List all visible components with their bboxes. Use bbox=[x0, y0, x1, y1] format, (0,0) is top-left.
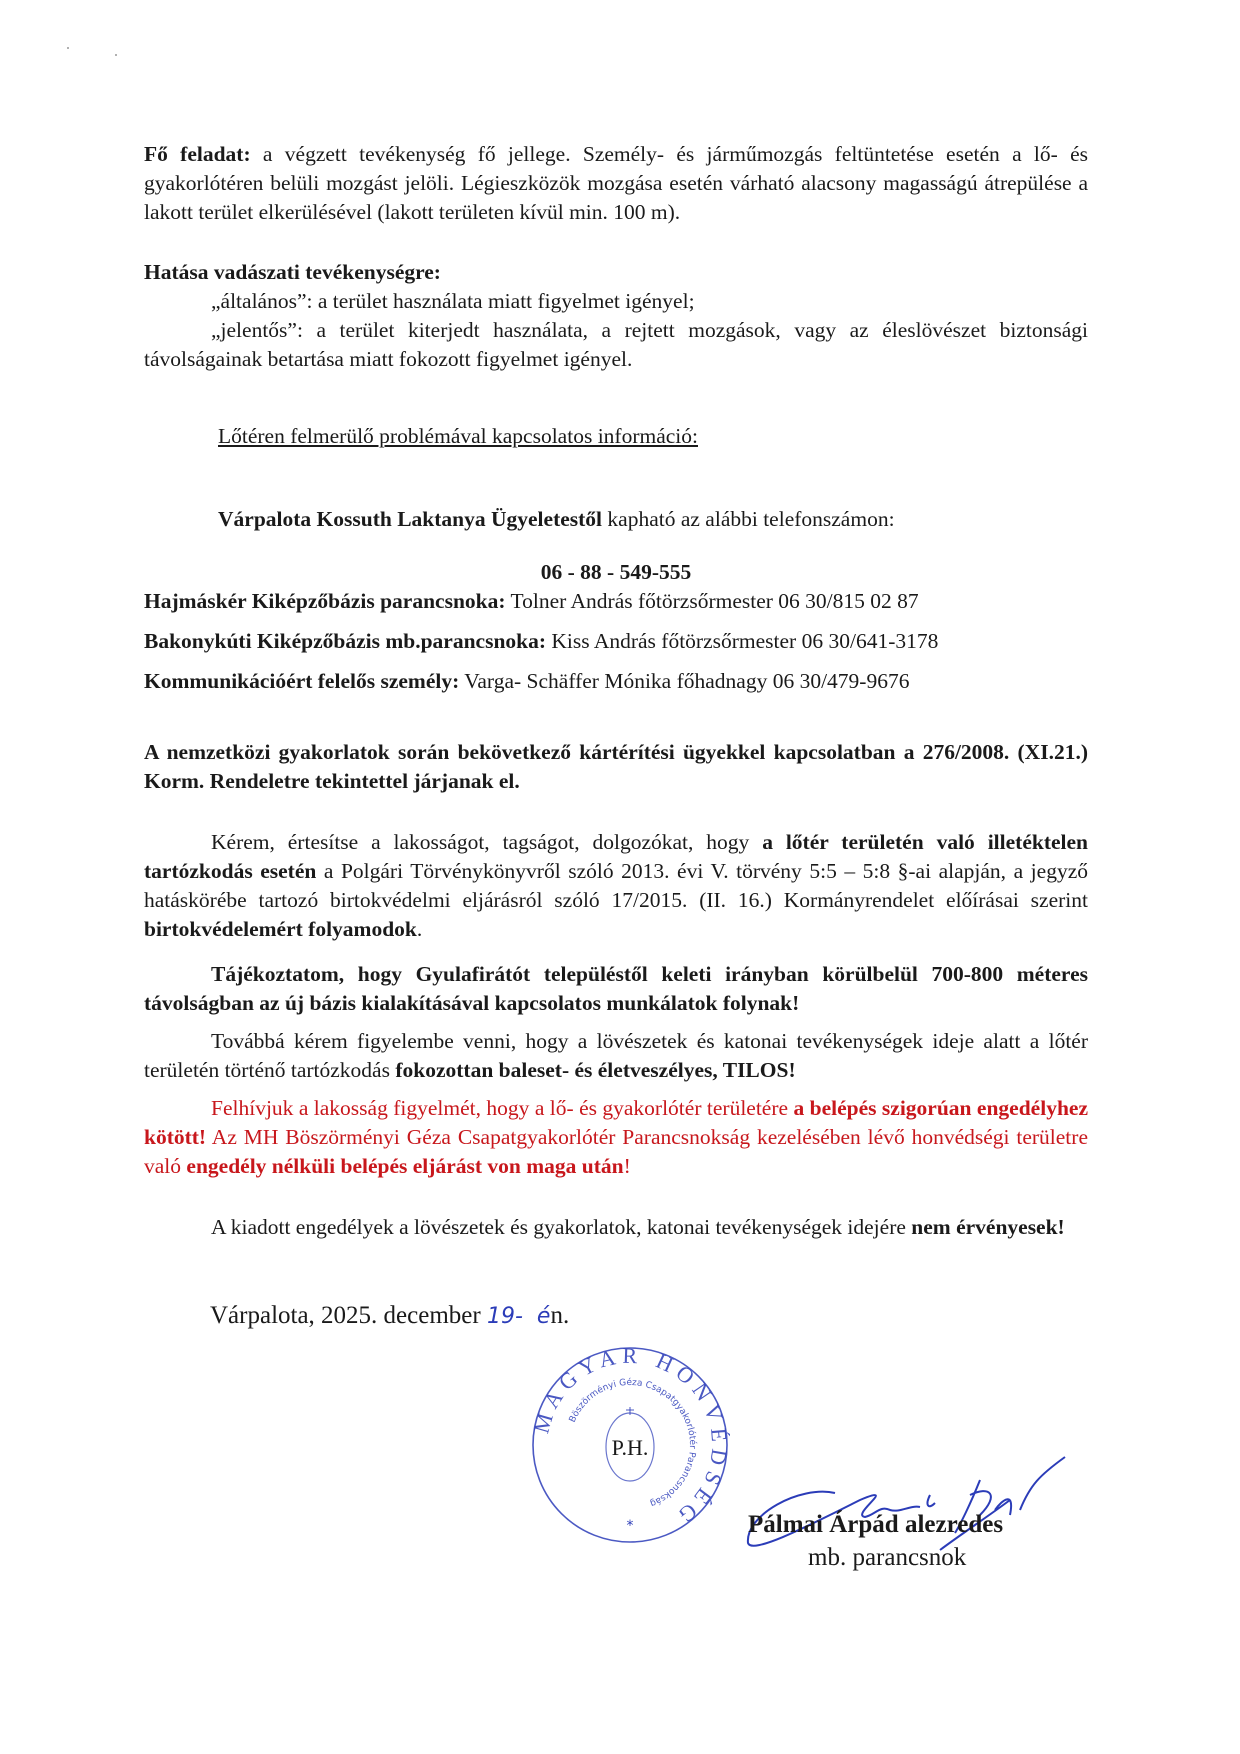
duty-phone: 06 - 88 - 549-555 bbox=[540, 560, 692, 584]
signature-block bbox=[740, 1455, 1100, 1555]
scan-speck bbox=[115, 54, 117, 56]
new-base-notice: Tájékoztatom, hogy Gyulafirátót településtől keleti irányban körülbelül 700-800 méteres távolságban az új bázis kialakításával kapcsolatos munkálatok folynak! bbox=[144, 962, 1088, 1015]
duty-officer-line: Várpalota Kossuth Laktanya Ügyeletestől kapható az alábbi telefonszámon: bbox=[218, 507, 895, 531]
signatory-title: mb. parancsnok bbox=[808, 1544, 967, 1571]
info-heading: Lőtéren felmerülő problémával kapcsolatos információ: bbox=[218, 424, 698, 448]
permits-notice: A kiadott engedélyek a lövészetek és gyakorlatok, katonai tevékenységek idejére nem érvényesek! bbox=[211, 1215, 1065, 1239]
handwritten-day: 19- bbox=[486, 1304, 523, 1329]
date-line: Várpalota, 2025. december 19- én. bbox=[210, 1302, 570, 1329]
hunting-impact-significant: „jelentős”: a terület kiterjedt használata, a rejtett mozgások, vagy az éleslövészet biztonsági távolságainak betartása miatt fokozott figyelmet igényel. bbox=[144, 318, 1088, 371]
svg-text:Böszörményi Géza Csapatgyakorl: Böszörményi Géza Csapatgyakorlótér Parancsnokság bbox=[567, 1377, 698, 1509]
svg-text:MAGYAR HONVÉDSÉG: MAGYAR HONVÉDSÉG bbox=[530, 1345, 730, 1532]
notify-paragraph: Kérem, értesítse a lakosságot, tagságot, dolgozókat, hogy a lőtér területén való illetéktelen tartózkodás esetén a Polgári Törvénykönyvről szóló 2013. évi V. törvény 5:5 – 5:8 §-ai alapján, a jegyző hatáskörébe tartozó birtokvédelmi eljárásról szóló 17/2015. (II. 16.) Kormányrendelet előírásai szerint birtokvédelemért folyamodok. bbox=[144, 830, 1088, 941]
contact-hajmasker: Hajmáskér Kiképzőbázis parancsnoka: Tolner András főtörzsőrmester 06 30/815 02 87 bbox=[144, 589, 919, 613]
hunting-impact-general: „általános”: a terület használata miatt figyelmet igényel; bbox=[211, 289, 695, 313]
international-exercises-notice: A nemzetközi gyakorlatok során bekövetkező kártérítési ügyekkel kapcsolatban a 276/2008. (XI.21.) Korm. Rendeletre tekintettel járjanak el. bbox=[144, 740, 1088, 793]
handwritten-suffix: é bbox=[536, 1304, 551, 1329]
scan-speck bbox=[67, 47, 69, 49]
contact-communication: Kommunikációért felelős személy: Varga- Schäffer Mónika főhadnagy 06 30/479-9676 bbox=[144, 669, 910, 693]
hunting-impact-heading: Hatása vadászati tevékenységre: bbox=[144, 260, 441, 284]
main-task-paragraph bbox=[144, 140, 1088, 227]
svg-text:P.H.: P.H. bbox=[611, 1435, 649, 1460]
main-task-label: Fő feladat: bbox=[144, 142, 251, 166]
svg-text:*: * bbox=[626, 1518, 634, 1534]
danger-notice: Továbbá kérem figyelembe venni, hogy a lövészetek és katonai tevékenységek ideje alatt a lőtér területén történő tartózkodás fokozottan baleset- és életveszélyes, TILOS! bbox=[144, 1029, 1088, 1082]
signatory-name: Pálmai Árpád alezredes bbox=[748, 1511, 1004, 1538]
official-stamp bbox=[530, 1345, 730, 1545]
handwritten-signature-icon bbox=[740, 1455, 1100, 1555]
contact-bakonykut: Bakonykúti Kiképzőbázis mb.parancsnoka: Kiss András főtörzsőrmester 06 30/641-3178 bbox=[144, 629, 939, 653]
stamp-seal-icon bbox=[530, 1345, 730, 1545]
main-task-text: a végzett tevékenység fő jellege. Személy- és járműmozgás feltüntetése esetén a lő- és gyakorlótéren belüli mozgást jelöli. Légieszközök mozgása esetén várható alacsony magasságú átrepülése a lakott terület elkerülésével (lakott területen kívül min. 100 m). bbox=[144, 142, 1088, 224]
entry-restriction-notice: Felhívjuk a lakosság figyelmét, hogy a lő- és gyakorlótér területére a belépés szigorúan engedélyhez kötött! Az MH Böszörményi Géza Csapatgyakorlótér Parancsnokság kezelésében lévő honvédségi területre való engedély nélküli belépés eljárást von maga után! bbox=[144, 1096, 1088, 1178]
